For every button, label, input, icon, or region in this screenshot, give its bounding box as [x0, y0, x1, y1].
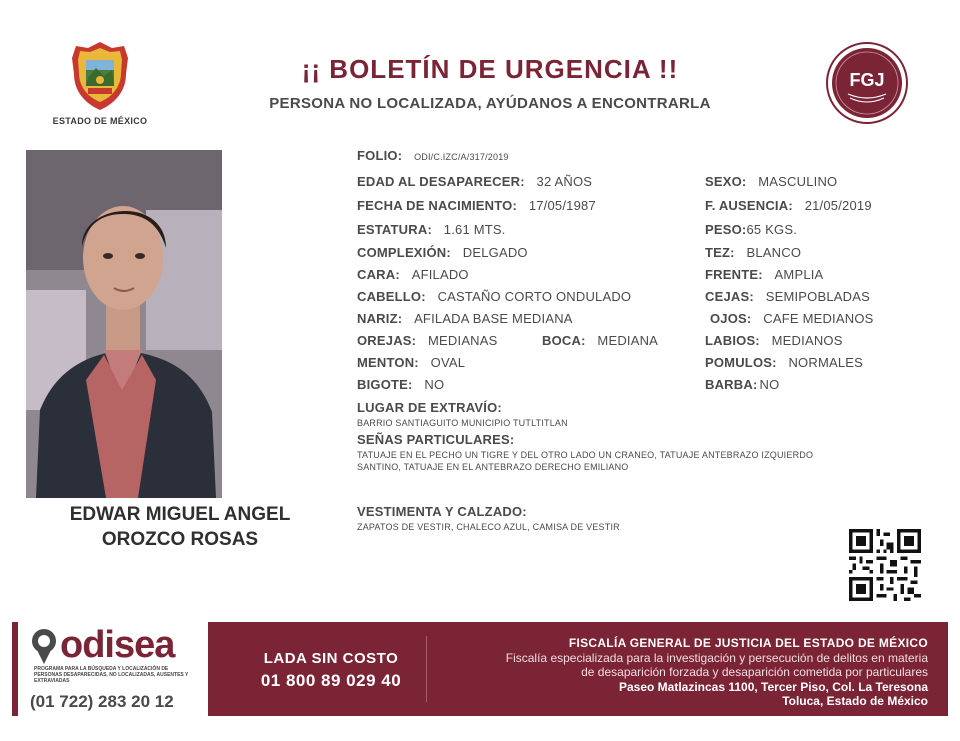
field-bigote [357, 377, 444, 392]
field-sexo-value: MASCULINO [758, 174, 838, 189]
fgj-logo [826, 42, 908, 124]
odisea-wordmark: odisea [60, 624, 175, 666]
field-complexion-label: COMPLEXIÓN: [357, 245, 451, 260]
field-cejas-label: CEJAS: [705, 289, 754, 304]
field-boca-value: MEDIANA [597, 333, 659, 348]
fgj-address-line2: Toluca, Estado de México [782, 694, 928, 708]
field-menton-value: OVAL [430, 355, 466, 370]
senas-line2: SANTINO, TATUAJE EN EL ANTEBRAZO DERECHO EMILIANO [357, 462, 629, 472]
fgj-name: FISCALÍA GENERAL DE JUSTICIA DEL ESTADO DE MÉXICO [568, 636, 928, 650]
field-labios-label: LABIOS: [705, 333, 760, 348]
field-labios-value: MEDIANOS [771, 333, 843, 348]
field-frente [705, 267, 823, 282]
field-ausencia [705, 198, 872, 213]
field-nariz-value: AFILADA BASE MEDIANA [414, 311, 573, 326]
field-orejas-value: MEDIANAS [428, 333, 498, 348]
field-barba-label: BARBA: [705, 377, 758, 392]
field-barba [705, 377, 779, 392]
person-name [30, 502, 330, 552]
field-cara-label: CARA: [357, 267, 400, 282]
lugar-label: LUGAR DE EXTRAVÍO: [357, 400, 502, 415]
field-cabello-value: CASTAÑO CORTO ONDULADO [437, 289, 632, 304]
fgj-description-line2: de desaparición forzada y desaparición cometida por particulares [581, 665, 928, 679]
qr-code[interactable] [849, 529, 921, 601]
field-frente-label: FRENTE: [705, 267, 763, 282]
field-nacimiento-label: FECHA DE NACIMIENTO: [357, 198, 517, 213]
field-barba-value: NO [759, 377, 780, 392]
field-cara-value: AFILADO [411, 267, 469, 282]
field-ojos-value: CAFE MEDIANOS [763, 311, 874, 326]
field-menton [357, 355, 465, 370]
field-folio-value: ODI/C.IZC/A/317/2019 [414, 152, 509, 162]
person-photo [26, 150, 222, 498]
field-bigote-value: NO [424, 377, 445, 392]
vestimenta-value: ZAPATOS DE VESTIR, CHALECO AZUL, CAMISA DE VESTIR [357, 522, 620, 532]
lada-label: LADA SIN COSTO [263, 650, 399, 667]
field-ausencia-label: F. AUSENCIA: [705, 198, 793, 213]
field-edad-value: 32 AÑOS [536, 174, 593, 189]
field-edad [357, 174, 592, 189]
state-label: ESTADO DE MÉXICO [52, 116, 148, 126]
field-tez-value: BLANCO [746, 245, 802, 260]
field-nariz [357, 311, 573, 326]
field-cabello-label: CABELLO: [357, 289, 426, 304]
field-tez-label: TEZ: [705, 245, 735, 260]
lugar-value: BARRIO SANTIAGUITO MUNICIPIO TUTLTITLAN [357, 418, 568, 428]
field-pomulos-label: POMULOS: [705, 355, 777, 370]
person-photo-illustration [26, 150, 222, 498]
field-pomulos [705, 355, 863, 370]
field-labios [705, 333, 843, 348]
field-nacimiento-value: 17/05/1987 [528, 198, 596, 213]
vestimenta-label: VESTIMENTA Y CALZADO: [357, 504, 527, 519]
bulletin-subtitle: PERSONA NO LOCALIZADA, AYÚDANOS A ENCONTRARLA [269, 95, 711, 112]
field-menton-label: MENTON: [357, 355, 419, 370]
field-folio-label: FOLIO: [357, 148, 403, 163]
footer-divider [426, 636, 427, 702]
field-estatura-value: 1.61 MTS. [443, 222, 506, 237]
bulletin-title: ¡¡ BOLETÍN DE URGENCIA !! [301, 54, 679, 84]
field-sexo [705, 174, 837, 189]
field-cara [357, 267, 469, 282]
odisea-pin-icon [30, 628, 58, 664]
field-boca [542, 333, 658, 348]
field-complexion-value: DELGADO [462, 245, 528, 260]
fgj-description-line1: Fiscalía especializada para la investigación y persecución de delitos en materia [505, 651, 928, 665]
lada-phone[interactable]: 01 800 89 029 40 [260, 671, 402, 690]
field-cejas [705, 289, 870, 304]
odisea-description: PROGRAMA PARA LA BÚSQUEDA Y LOCALIZACIÓN DE PERSONAS DESAPARECIDAS, NO LOCALIZADAS, AUSENTES Y EXTRAVIADAS [34, 666, 189, 684]
field-peso-label: PESO: [705, 222, 747, 237]
field-ojos-label: OJOS: [710, 311, 752, 326]
odisea-phone[interactable]: (01 722) 283 20 12 [30, 692, 174, 711]
field-edad-label: EDAD AL DESAPARECER: [357, 174, 525, 189]
estado-de-mexico-emblem [64, 40, 136, 112]
field-peso-value: 65 KGS. [746, 222, 798, 237]
field-estatura-label: ESTATURA: [357, 222, 432, 237]
field-tez [705, 245, 801, 260]
field-nariz-label: NARIZ: [357, 311, 403, 326]
field-complexion [357, 245, 528, 260]
field-pomulos-value: NORMALES [788, 355, 864, 370]
field-cejas-value: SEMIPOBLADAS [765, 289, 870, 304]
field-frente-value: AMPLIA [774, 267, 824, 282]
senas-label: SEÑAS PARTICULARES: [357, 432, 515, 447]
field-cabello [357, 289, 631, 304]
field-estatura [357, 222, 506, 237]
field-ausencia-value: 21/05/2019 [804, 198, 872, 213]
field-peso [705, 222, 797, 237]
field-sexo-label: SEXO: [705, 174, 747, 189]
fgj-address-line1: Paseo Matlazincas 1100, Tercer Piso, Col. La Teresona [618, 680, 928, 694]
field-bigote-label: BIGOTE: [357, 377, 413, 392]
field-boca-label: BOCA: [542, 333, 586, 348]
field-orejas [357, 333, 498, 348]
field-nacimiento [357, 198, 596, 213]
person-name-line1: EDWAR MIGUEL ANGEL [69, 504, 291, 525]
field-folio [357, 148, 509, 163]
senas-line1: TATUAJE EN EL PECHO UN TIGRE Y DEL OTRO LADO UN CRANEO, TATUAJE ANTEBRAZO IZQUIERDO [357, 450, 814, 460]
field-ojos [710, 311, 874, 326]
person-name-line2: OROZCO ROSAS [101, 529, 259, 550]
field-orejas-label: OREJAS: [357, 333, 417, 348]
fgj-logo-text: FGJ [849, 70, 885, 90]
